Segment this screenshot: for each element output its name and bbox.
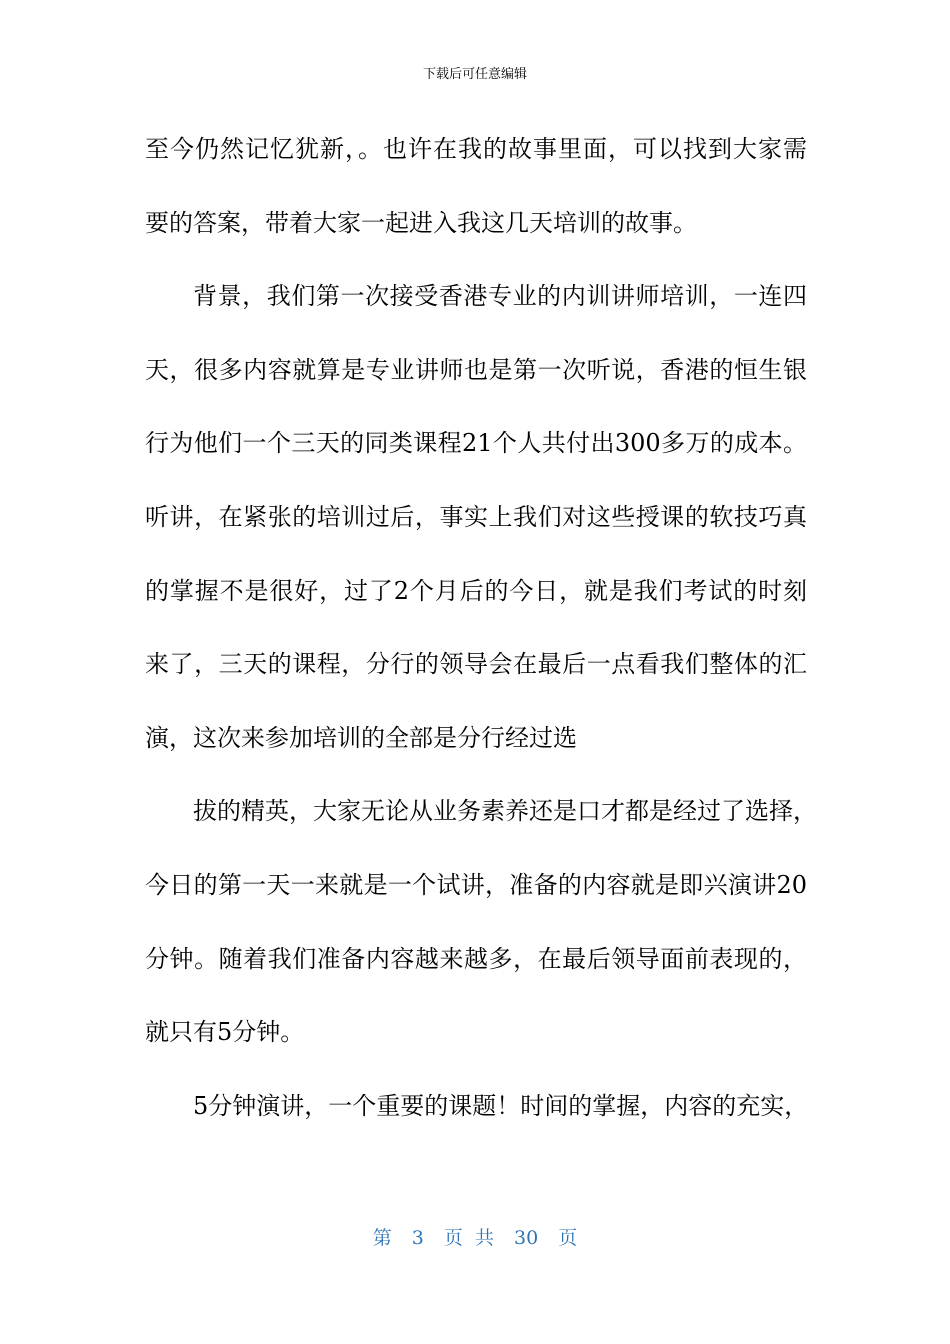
text-line: 听讲，在紧张的培训过后，事实上我们对这些授课的软技巧真 [145, 502, 807, 531]
text-line: 至今仍然记忆犹新，。也许在我的故事里面，可以找到大家需 [145, 135, 807, 163]
text-line: 5分钟演讲，一个重要的课题！时间的掌握，内容的充实， [193, 1091, 809, 1120]
text-line: 拔的精英，大家无论从业务素养还是口才都是经过了选择， [193, 797, 817, 826]
body-text [145, 113, 817, 1143]
text-line: 的掌握不是很好，过了2个月后的今日，就是我们考试的时刻 [145, 576, 807, 605]
text-line: 天，很多内容就算是专业讲师也是第一次听说，香港的恒生银 [145, 355, 807, 384]
total-page-count: 30 [514, 1227, 539, 1249]
footer-suffix: 页 [558, 1227, 578, 1249]
text-line: 分钟。随着我们准备内容越来越多，在最后领导面前表现的， [145, 944, 807, 973]
text-line: 演，这次来参加培训的全部是分行经过选 [145, 723, 577, 752]
text-line: 就只有5分钟。 [145, 1018, 305, 1047]
current-page-number: 3 [411, 1227, 424, 1249]
text-line: 背景，我们第一次接受香港专业的内训讲师培训，一连四 [193, 282, 807, 311]
text-line: 来了，三天的课程，分行的领导会在最后一点看我们整体的汇 [145, 650, 807, 679]
text-line: 今日的第一天一来就是一个试讲，准备的内容就是即兴演讲20 [145, 870, 807, 899]
text-line: 要的答案，带着大家一起进入我这几天培训的故事。 [145, 208, 697, 237]
footer-prefix: 第 [372, 1227, 392, 1249]
text-line: 行为他们一个三天的同类课程21个人共付出300多万的成本。 [145, 429, 807, 458]
page-number-footer [0, 1224, 950, 1252]
header-note: 下载后可任意编辑 [422, 67, 527, 82]
footer-middle: 页 共 [443, 1227, 494, 1249]
